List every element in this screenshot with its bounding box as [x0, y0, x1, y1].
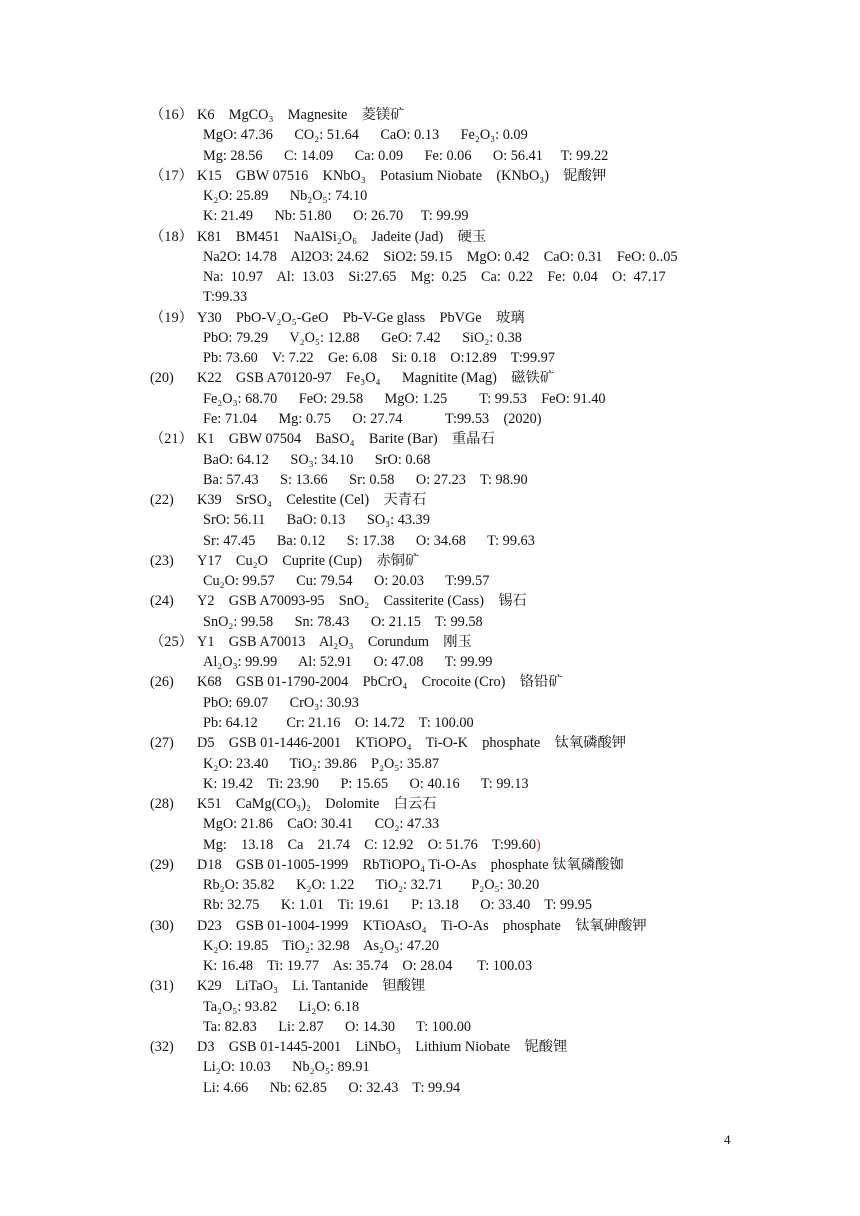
mineral-entry: [150, 916, 770, 977]
entry-header: [150, 632, 770, 652]
entry-number: (22): [150, 492, 174, 509]
composition-text: K₂O: 19.85 TiO₂: 32.98 As₂O₃: 47.20: [203, 937, 440, 954]
mineral-entry: [150, 368, 770, 429]
composition-text: BaO: 64.12 SO₃: 34.10 SrO: 0.68: [203, 451, 431, 468]
composition-line: [150, 328, 770, 348]
entry-header: [150, 733, 770, 753]
composition-line: [150, 247, 770, 267]
mineral-entry: [150, 1037, 770, 1098]
composition-line: [150, 531, 770, 551]
composition-line: [150, 612, 770, 632]
composition-text: K₂O: 25.89 Nb₂O₅: 74.10: [203, 188, 368, 205]
mineral-entry: [150, 855, 770, 916]
composition-line: [150, 389, 770, 409]
entry-title: K1 GBW 07504 BaSO₄ Barite (Bar) 重晶石: [197, 431, 495, 448]
entry-header: [150, 794, 770, 814]
composition-text: Fe: 71.04 Mg: 0.75 O: 27.74 T:99.53 (2020): [203, 410, 542, 427]
annotation-mark: ): [536, 836, 541, 853]
composition-text: Ta₂O₅: 93.82 Li₂O: 6.18: [203, 998, 360, 1015]
entry-number: (20): [150, 370, 174, 387]
composition-line: [150, 450, 770, 470]
mineral-standards-list: [150, 105, 770, 1098]
composition-text: MgO: 47.36 CO₂: 51.64 CaO: 0.13 Fe₂O₃: 0.09: [203, 127, 528, 144]
composition-line: [150, 1078, 770, 1098]
composition-text: Ta: 82.83 Li: 2.87 O: 14.30 T: 100.00: [203, 1018, 472, 1035]
entry-number: （25）: [150, 633, 193, 650]
composition-line: [150, 287, 770, 307]
entry-title: Y17 Cu₂O Cuprite (Cup) 赤铜矿: [197, 552, 420, 569]
mineral-entry: [150, 227, 770, 308]
composition-line: [150, 206, 770, 226]
entry-number: (31): [150, 978, 174, 995]
entry-header: [150, 551, 770, 571]
mineral-entry: [150, 672, 770, 733]
composition-line: [150, 510, 770, 530]
entry-number: (24): [150, 593, 174, 610]
composition-text: Li: 4.66 Nb: 62.85 O: 32.43 T: 99.94: [203, 1079, 461, 1096]
entry-header: [150, 976, 770, 996]
composition-text: Pb: 73.60 V: 7.22 Ge: 6.08 Si: 0.18 O:12.89 T:99.97: [203, 350, 555, 367]
entry-header: [150, 591, 770, 611]
composition-text: Al₂O₃: 99.99 Al: 52.91 O: 47.08 T: 99.99: [203, 654, 493, 671]
mineral-entry: [150, 794, 770, 855]
composition-text: Cu₂O: 99.57 Cu: 79.54 O: 20.03 T:99.57: [203, 573, 490, 590]
composition-line: [150, 713, 770, 733]
entry-title: D5 GSB 01-1446-2001 KTiOPO₄ Ti-O-K phosphate 钛氧磷酸钾: [197, 735, 627, 752]
mineral-entry: [150, 632, 770, 673]
composition-text: PbO: 79.29 V₂O₅: 12.88 GeO: 7.42 SiO₂: 0.38: [203, 329, 522, 346]
entry-title: K15 GBW 07516 KNbO₃ Potasium Niobate (KNbO₃) 铌酸钾: [197, 167, 607, 184]
entry-header: [150, 672, 770, 692]
composition-text: K₂O: 23.40 TiO₂: 39.86 P₂O₅: 35.87: [203, 755, 440, 772]
composition-text: Na: 10.97 Al: 13.03 Si:27.65 Mg: 0.25 Ca: 0.22 Fe: 0.04 O: 47.17: [203, 269, 666, 286]
mineral-entry: [150, 551, 770, 592]
composition-line: [150, 693, 770, 713]
entry-number: (26): [150, 674, 174, 691]
composition-line: [150, 774, 770, 794]
entry-number: （19）: [150, 309, 193, 326]
composition-line: [150, 652, 770, 672]
composition-text: Rb: 32.75 K: 1.01 Ti: 19.61 P: 13.18 O: 33.40 T: 99.95: [203, 897, 593, 914]
entry-title: D3 GSB 01-1445-2001 LiNbO₃ Lithium Niobate 铌酸锂: [197, 1039, 568, 1056]
entry-title: Y2 GSB A70093-95 SnO₂ Cassiterite (Cass) 锡石: [197, 593, 527, 610]
composition-text: Li₂O: 10.03 Nb₂O₅: 89.91: [203, 1059, 370, 1076]
page-number: 4: [724, 1132, 731, 1147]
composition-line: [150, 895, 770, 915]
mineral-entry: [150, 166, 770, 227]
composition-text: Sr: 47.45 Ba: 0.12 S: 17.38 O: 34.68 T: 99.63: [203, 532, 535, 549]
composition-line: [150, 1017, 770, 1037]
entry-header: [150, 308, 770, 328]
entry-title: Y1 GSB A70013 Al₂O₃ Corundum 刚玉: [197, 633, 472, 650]
entry-number: (30): [150, 917, 174, 934]
entry-number: （21）: [150, 431, 193, 448]
entry-header: [150, 105, 770, 125]
composition-line: [150, 1057, 770, 1077]
composition-line: [150, 146, 770, 166]
composition-text: K: 16.48 Ti: 19.77 As: 35.74 O: 28.04 T: 100.03: [203, 958, 533, 975]
entry-number: (28): [150, 796, 174, 813]
composition-text: Pb: 64.12 Cr: 21.16 O: 14.72 T: 100.00: [203, 714, 474, 731]
composition-line: [150, 956, 770, 976]
entry-number: (29): [150, 856, 174, 873]
composition-line: [150, 409, 770, 429]
composition-text: Mg: 28.56 C: 14.09 Ca: 0.09 Fe: 0.06 O: 56.41 T: 99.22: [203, 147, 609, 164]
mineral-entry: [150, 308, 770, 369]
mineral-entry: [150, 976, 770, 1037]
entry-number: （18）: [150, 228, 193, 245]
entry-number: (27): [150, 735, 174, 752]
composition-text: K: 19.42 Ti: 23.90 P: 15.65 O: 40.16 T: 99.13: [203, 775, 529, 792]
entry-title: D23 GSB 01-1004-1999 KTiOAsO₄ Ti-O-As phosphate 钛氧砷酸钾: [197, 917, 647, 934]
composition-line: [150, 936, 770, 956]
entry-title: K6 MgCO₃ Magnesite 菱镁矿: [197, 107, 405, 123]
entry-title: D18 GSB 01-1005-1999 RbTiOPO₄ Ti-O-As phosphate 钛氧磷酸铷: [197, 856, 624, 873]
composition-text: PbO: 69.07 CrO₃: 30.93: [203, 694, 359, 711]
composition-line: [150, 186, 770, 206]
composition-text: Na2O: 14.78 Al2O3: 24.62 SiO2: 59.15 MgO: 0.42 CaO: 0.31 FeO: 0..05: [203, 248, 678, 265]
entry-number: (32): [150, 1039, 174, 1056]
entry-title: K51 CaMg(CO₃)₂ Dolomite 白云石: [197, 796, 437, 813]
entry-header: [150, 1037, 770, 1057]
composition-line: [150, 754, 770, 774]
entry-header: [150, 916, 770, 936]
mineral-entry: [150, 591, 770, 632]
entry-number: （16）: [150, 107, 193, 123]
entry-header: [150, 368, 770, 388]
mineral-entry: [150, 105, 770, 166]
entry-title: K39 SrSO₄ Celestite (Cel) 天青石: [197, 492, 427, 509]
composition-text: Mg: 13.18 Ca 21.74 C: 12.92 O: 51.76 T:99.60: [203, 836, 537, 853]
entry-header: [150, 490, 770, 510]
composition-line: [150, 814, 770, 834]
mineral-entry: [150, 733, 770, 794]
composition-line: [150, 997, 770, 1017]
composition-line: [150, 470, 770, 490]
composition-line: [150, 348, 770, 368]
mineral-entry: [150, 429, 770, 490]
entry-title: K22 GSB A70120-97 Fe₃O₄ Magnitite (Mag) 磁铁矿: [197, 370, 555, 387]
composition-text: MgO: 21.86 CaO: 30.41 CO₂: 47.33: [203, 816, 440, 833]
entry-title: Y30 PbO-V₂O₅-GeO Pb-V-Ge glass PbVGe 玻璃: [197, 309, 525, 326]
entry-number: （17）: [150, 167, 193, 184]
composition-text: Ba: 57.43 S: 13.66 Sr: 0.58 O: 27.23 T: 98.90: [203, 471, 528, 488]
entry-number: (23): [150, 552, 174, 569]
entry-title: K81 BM451 NaAlSi₂O₆ Jadeite (Jad) 硬玉: [197, 228, 487, 245]
entry-header: [150, 227, 770, 247]
composition-text: T:99.33: [203, 289, 248, 306]
composition-text: Fe₂O₃: 68.70 FeO: 29.58 MgO: 1.25 T: 99.53 FeO: 91.40: [203, 390, 606, 407]
composition-line: [150, 125, 770, 145]
composition-line: [150, 571, 770, 591]
composition-line: [150, 875, 770, 895]
entry-title: K68 GSB 01-1790-2004 PbCrO₄ Crocoite (Cro) 铬铅矿: [197, 674, 563, 691]
entry-title: K29 LiTaO₃ Li. Tantanide 钽酸锂: [197, 978, 426, 995]
composition-text: SrO: 56.11 BaO: 0.13 SO₃: 43.39: [203, 512, 430, 529]
composition-text: K: 21.49 Nb: 51.80 O: 26.70 T: 99.99: [203, 208, 469, 225]
mineral-entry: [150, 490, 770, 551]
composition-line: [150, 267, 770, 287]
composition-line: [150, 835, 770, 855]
composition-text: SnO₂: 99.58 Sn: 78.43 O: 21.15 T: 99.58: [203, 613, 483, 630]
entry-header: [150, 855, 770, 875]
entry-header: [150, 429, 770, 449]
entry-header: [150, 166, 770, 186]
composition-text: Rb₂O: 35.82 K₂O: 1.22 TiO₂: 32.71 P₂O₅: 30.20: [203, 877, 540, 894]
